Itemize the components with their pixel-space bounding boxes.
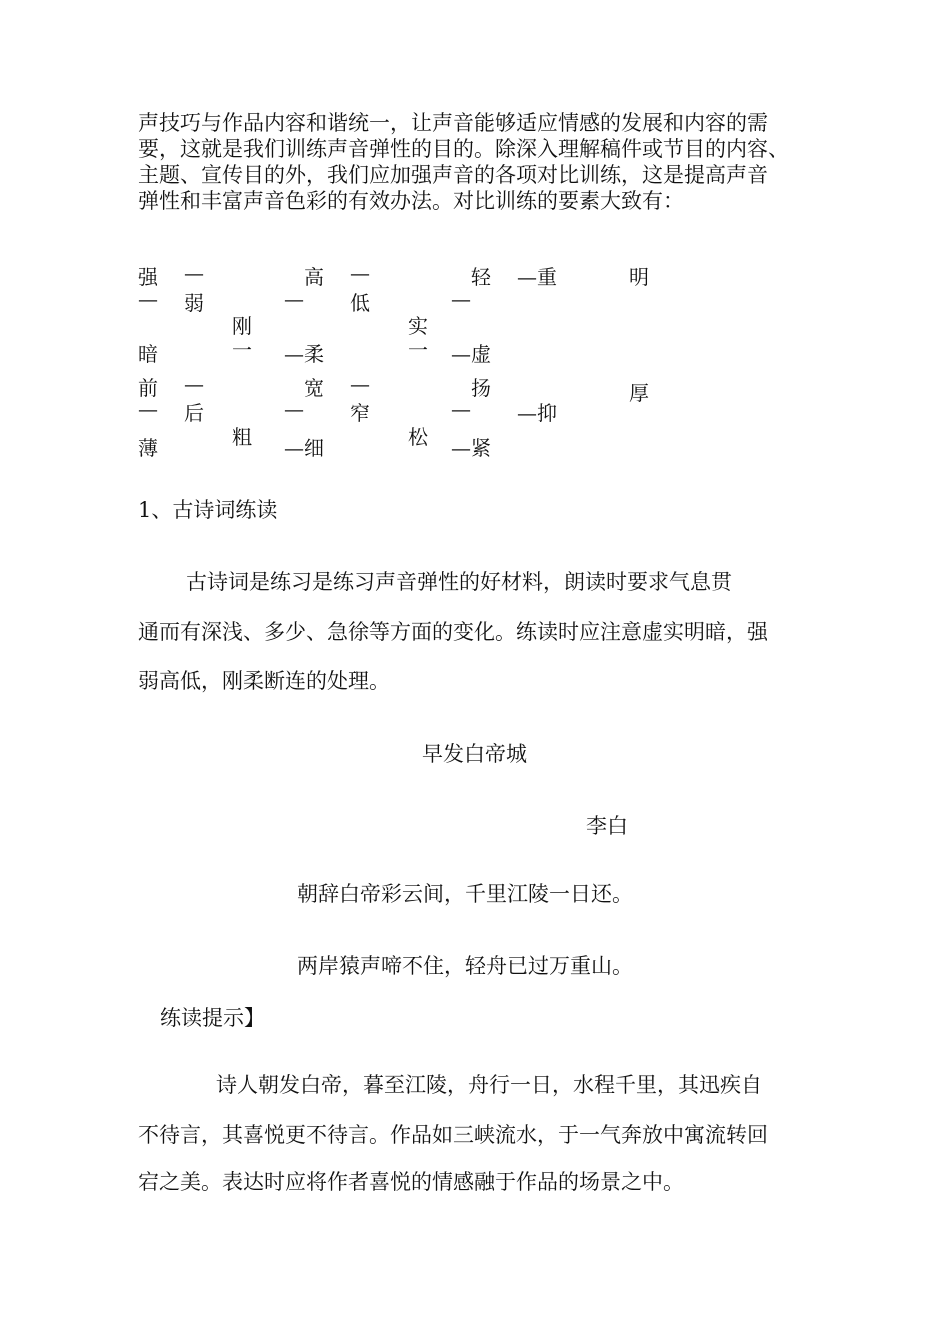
section-para-line-2: 通而有深浅、多少、急徐等方面的变化。练读时应注意虚实明暗，强 xyxy=(138,620,768,644)
contrast-char: — xyxy=(451,287,471,311)
contrast-char: 强 xyxy=(138,265,158,289)
contrast-char: 一 xyxy=(232,338,252,362)
contrast-char: — xyxy=(284,397,304,421)
contrast-char: 实 xyxy=(408,314,428,338)
contrast-char: — xyxy=(138,397,158,421)
contrast-char: — xyxy=(184,372,204,396)
contrast-char: — xyxy=(284,287,304,311)
contrast-char: 刚 xyxy=(232,314,252,338)
tips-line-3: 宕之美。表达时应将作者喜悦的情感融于作品的场景之中。 xyxy=(138,1170,684,1194)
contrast-char: 宽 xyxy=(304,376,324,400)
contrast-char: 弱 xyxy=(184,291,204,315)
contrast-char: 厚 xyxy=(629,381,649,405)
poem-title: 早发白帝城 xyxy=(422,742,527,766)
contrast-char: — xyxy=(184,261,204,285)
contrast-char: — xyxy=(350,372,370,396)
section-heading: 1、古诗词练读 xyxy=(138,498,278,522)
contrast-char: —柔 xyxy=(284,342,324,366)
contrast-char: 高 xyxy=(304,265,324,289)
contrast-char: 粗 xyxy=(232,425,252,449)
contrast-char: 明 xyxy=(629,265,649,289)
intro-line-2: 要，这就是我们训练声音弹性的目的。除深入理解稿件或节目的内容、 xyxy=(138,137,789,161)
contrast-char: —虚 xyxy=(451,342,491,366)
contrast-char: 一 xyxy=(408,338,428,362)
poem-author: 李白 xyxy=(586,814,628,838)
intro-line-4: 弹性和丰富声音色彩的有效办法。对比训练的要素大致有： xyxy=(138,189,684,213)
contrast-char: —细 xyxy=(284,436,324,460)
intro-line-1: 声技巧与作品内容和谐统一，让声音能够适应情感的发展和内容的需 xyxy=(138,111,768,135)
contrast-char: — xyxy=(138,287,158,311)
contrast-char: —重 xyxy=(517,265,557,289)
contrast-char: 薄 xyxy=(138,436,158,460)
contrast-char: 轻 xyxy=(471,265,491,289)
contrast-char: 前 xyxy=(138,376,158,400)
poem-line-2: 两岸猿声啼不住，轻舟已过万重山。 xyxy=(297,954,633,978)
contrast-char: 后 xyxy=(184,401,204,425)
contrast-char: —抑 xyxy=(517,401,557,425)
contrast-char: — xyxy=(451,397,471,421)
tips-label: 练读提示】 xyxy=(160,1006,265,1030)
intro-line-3: 主题、宣传目的外，我们应加强声音的各项对比训练，这是提高声音 xyxy=(138,163,768,187)
contrast-char: — xyxy=(350,261,370,285)
tips-line-1: 诗人朝发白帝，暮至江陵，舟行一日，水程千里，其迅疾自 xyxy=(216,1073,762,1097)
contrast-char: 窄 xyxy=(350,401,370,425)
section-para-line-1: 古诗词是练习是练习声音弹性的好材料，朗读时要求气息贯 xyxy=(186,570,732,594)
contrast-char: —紧 xyxy=(451,436,491,460)
tips-line-2: 不待言，其喜悦更不待言。作品如三峡流水，于一气奔放中寓流转回 xyxy=(138,1123,768,1147)
poem-line-1: 朝辞白帝彩云间，千里江陵一日还。 xyxy=(297,882,633,906)
contrast-char: 暗 xyxy=(138,342,158,366)
contrast-char: 松 xyxy=(408,425,428,449)
section-para-line-3: 弱高低，刚柔断连的处理。 xyxy=(138,669,390,693)
contrast-char: 扬 xyxy=(471,376,491,400)
contrast-char: 低 xyxy=(350,291,370,315)
